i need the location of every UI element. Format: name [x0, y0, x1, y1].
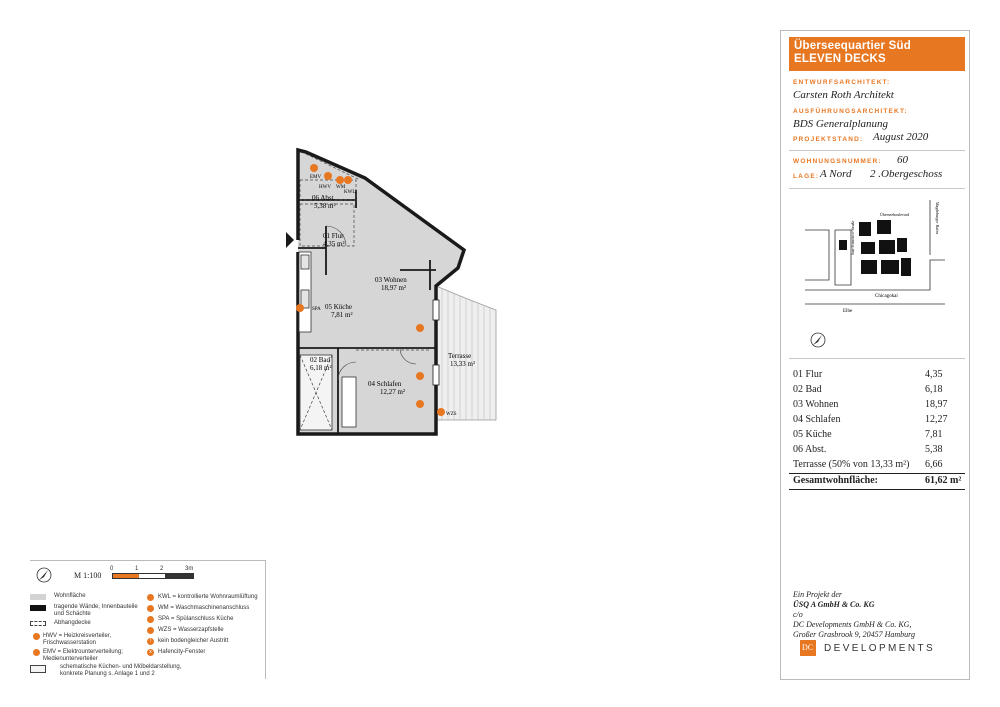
total-row: Gesamtwohnfläche: 61,62 m² — [793, 475, 962, 486]
swatch-wall — [30, 605, 46, 611]
scale-tick-1: 1 — [135, 566, 139, 572]
tag-hwv: HWV — [319, 185, 331, 190]
divider — [789, 358, 965, 359]
location-label: LAGE: — [793, 173, 820, 180]
room-area-flur: 4,35 m² — [323, 240, 345, 248]
project-header — [789, 37, 965, 71]
legend-spa: SPA = Spülanschluss Küche — [158, 616, 234, 622]
room-area-terrasse: 13,33 m² — [450, 360, 476, 368]
exclamation-icon: ! — [147, 638, 154, 645]
map-street-chicagokai: Chicagokai — [875, 294, 898, 299]
legend-furniture: schematische Küchen- und Möbeldarstellung, konkrete Planung s. Anlage 1 und 2 — [60, 664, 182, 677]
scale-tick-2: 2 — [160, 566, 164, 572]
developments-wordmark: DEVELOPMENTS — [824, 643, 936, 654]
site-map — [805, 200, 945, 320]
scale-tick-3: 3m — [185, 566, 194, 572]
scale-label: M 1:100 — [74, 571, 102, 580]
wzs-icon — [147, 627, 154, 634]
swatch-furniture — [30, 665, 46, 673]
footer-address: Ein Projekt der ÜSQ A GmbH & Co. KG c/o DC Developments GmbH & Co. KG, Großer Grasbrook 9, 20457 Hamburg — [793, 590, 915, 639]
room-area-schlafen: 12,27 m² — [380, 388, 406, 396]
unit-number-label: WOHNUNGSNUMMER: — [793, 158, 882, 165]
wm-icon — [147, 605, 154, 612]
legend-wall: tragende Wände, Innenbauteile und Schächte — [54, 604, 138, 617]
room-name-terrasse: Terrasse — [448, 352, 472, 360]
floor-plan — [270, 140, 510, 440]
legend-kwl: KWL = kontrollierte Wohnraumlüftung — [158, 594, 258, 600]
divider — [789, 188, 965, 189]
divider — [789, 150, 965, 151]
room-name-bad: 02 Bad — [310, 356, 331, 364]
hwv-icon — [33, 633, 40, 640]
unit-number-value: 60 — [897, 154, 908, 166]
legend-no-step-exit: kein bodengleicher Austritt — [158, 638, 229, 644]
area-row: 02 Bad 6,18 — [793, 384, 943, 395]
architect-label: ENTWURFSARCHITEKT: — [793, 79, 891, 86]
status-value: August 2020 — [873, 131, 929, 143]
swatch-floor — [30, 594, 46, 600]
area-row: 05 Küche 7,81 — [793, 429, 943, 440]
scale-bar — [112, 573, 194, 579]
project-subname: ELEVEN DECKS — [794, 53, 886, 65]
legend-emv: EMV = Elektrounterverteilung; Medienunterverteiler — [43, 649, 123, 662]
tag-wm: WM — [336, 185, 346, 190]
area-row: 06 Abst. 5,38 — [793, 444, 943, 455]
legend-wzs: WZS = Wasserzapfstelle — [158, 627, 224, 633]
room-area-kueche: 7,81 m² — [331, 311, 353, 319]
room-area-bad: 6,18 m² — [310, 364, 332, 372]
area-row: 03 Wohnen 18,97 — [793, 399, 948, 410]
swatch-ceiling — [30, 621, 46, 626]
map-street-ueberseeboulevard: Überseeboulevard — [880, 212, 910, 217]
legend-wm: WM = Waschmaschinenanschluss — [158, 605, 250, 611]
architect-value: Carsten Roth Architekt — [793, 89, 894, 101]
legend-floor: Wohnfläche — [54, 593, 86, 599]
north-arrow-icon — [810, 332, 826, 348]
tag-kwl: KWL — [344, 190, 356, 195]
legend-window: Hafencity-Fenster — [158, 649, 206, 655]
divider — [789, 489, 965, 490]
map-street-sanfrancisco: San-Francisco-Straße — [850, 220, 855, 255]
area-row: 01 Flur 4,35 — [793, 369, 943, 380]
tag-emv: EMV — [310, 175, 322, 180]
status-label: PROJEKTSTAND: — [793, 136, 864, 143]
north-arrow-icon — [36, 567, 52, 583]
room-area-wohnen: 18,97 m² — [381, 284, 407, 292]
location-building: A Nord — [820, 168, 852, 180]
entry-arrow — [286, 232, 294, 248]
room-name-wohnen: 03 Wohnen — [375, 276, 407, 284]
dc-logo: DC — [800, 640, 816, 656]
kwl-icon — [147, 594, 154, 601]
exec-architect-label: AUSFÜHRUNGSARCHITEKT: — [793, 108, 908, 115]
area-row: Terrasse (50% von 13,33 m²) 6,66 — [793, 459, 943, 470]
divider — [789, 473, 965, 474]
room-name-kueche: 05 Küche — [325, 303, 353, 311]
exec-architect-value: BDS Generalplanung — [793, 118, 889, 130]
location-floor: 2 .Obergeschoss — [870, 168, 943, 180]
room-name-abst: 06 Abst. — [312, 194, 336, 202]
legend — [30, 560, 266, 679]
room-name-schlafen: 04 Schlafen — [368, 380, 402, 388]
tag-wzs: WZS — [446, 412, 457, 417]
area-row: 04 Schlafen 12,27 — [793, 414, 948, 425]
legend-hwv: HWV = Heizkreisverteiler, Frischwasserstation — [43, 633, 112, 646]
map-street-magdeburger: Magdeburger Hafen — [935, 202, 940, 235]
window-x-icon: x — [147, 649, 154, 656]
legend-ceiling: Abhangdecke — [54, 620, 91, 626]
project-name: Überseequartier Süd — [794, 40, 911, 52]
room-name-flur: 01 Flur — [323, 232, 344, 240]
scale-tick-0: 0 — [110, 566, 114, 572]
spa-icon — [147, 616, 154, 623]
emv-icon — [33, 649, 40, 656]
room-area-abst: 5,38 m² — [314, 202, 336, 210]
tag-spa: SPA — [312, 307, 321, 312]
map-street-elbe: Elbe — [843, 309, 853, 314]
